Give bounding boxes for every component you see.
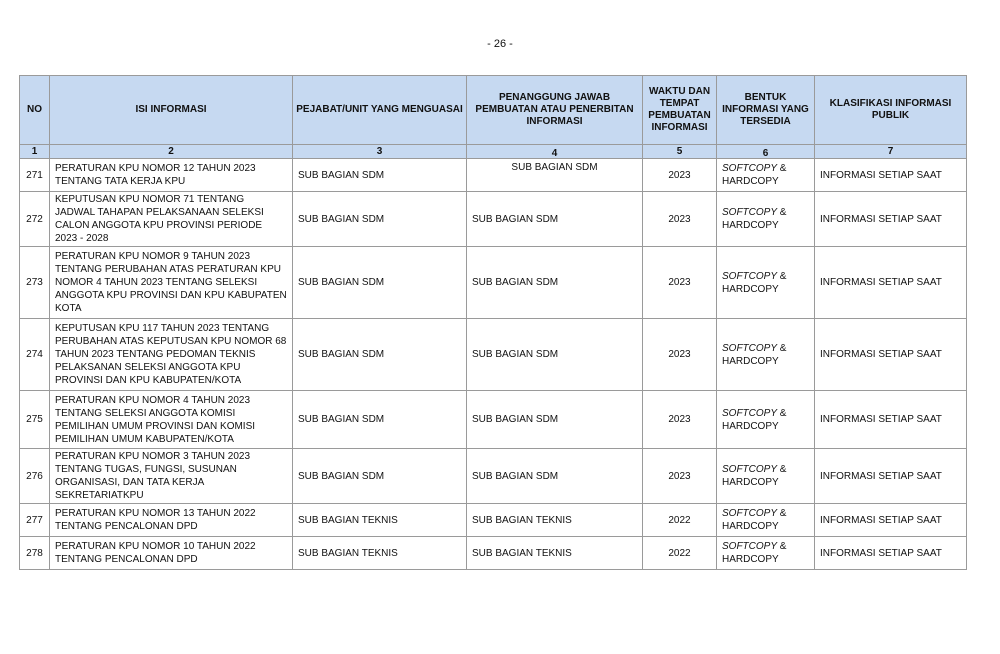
column-number: 5 [643, 145, 717, 159]
column-number: 1 [20, 145, 50, 159]
header-bentuk-informasi: BENTUK INFORMASI YANG TERSEDIA [717, 76, 815, 145]
klasifikasi-cell: INFORMASI SETIAP SAAT [815, 449, 967, 504]
klasifikasi-cell: INFORMASI SETIAP SAAT [815, 247, 967, 319]
bentuk-cell [717, 504, 815, 537]
klasifikasi-cell: INFORMASI SETIAP SAAT [815, 319, 967, 391]
penanggung-jawab-cell: SUB BAGIAN TEKNIS [467, 504, 643, 537]
isi-informasi-cell: PERATURAN KPU NOMOR 12 TAHUN 2023 TENTANG TATA KERJA KPU [50, 159, 293, 192]
penanggung-jawab-cell: SUB BAGIAN SDM [467, 159, 643, 192]
unit-cell: SUB BAGIAN SDM [293, 391, 467, 449]
softcopy-label: SOFTCOPY [722, 464, 778, 475]
softcopy-label: SOFTCOPY [722, 541, 778, 552]
penanggung-jawab-cell: SUB BAGIAN SDM [467, 391, 643, 449]
hardcopy-label: & HARDCOPY [722, 342, 787, 367]
klasifikasi-cell: INFORMASI SETIAP SAAT [815, 537, 967, 570]
row-number: 276 [20, 449, 50, 504]
isi-informasi-cell: KEPUTUSAN KPU NOMOR 71 TENTANG JADWAL TAHAPAN PELAKSANAAN SELEKSI CALON ANGGOTA KPU PROVINSI PERIODE 2023 - 2028 [50, 192, 293, 247]
isi-informasi-cell: PERATURAN KPU NOMOR 10 TAHUN 2022 TENTANG PENCALONAN DPD [50, 537, 293, 570]
header-row [20, 76, 967, 145]
hardcopy-label: & HARDCOPY [722, 508, 787, 532]
unit-cell: SUB BAGIAN SDM [293, 159, 467, 192]
bentuk-cell [717, 319, 815, 391]
page-number: - 26 - [487, 38, 513, 50]
waktu-cell: 2023 [643, 247, 717, 319]
softcopy-label: SOFTCOPY [722, 407, 778, 419]
waktu-cell: 2022 [643, 537, 717, 570]
table-row [20, 391, 967, 449]
row-number: 275 [20, 391, 50, 449]
unit-cell: SUB BAGIAN SDM [293, 192, 467, 247]
header-klasifikasi: KLASIFIKASI INFORMASI PUBLIK [815, 76, 967, 145]
unit-cell: SUB BAGIAN TEKNIS [293, 504, 467, 537]
information-table [19, 75, 967, 570]
isi-informasi-cell: PERATURAN KPU NOMOR 4 TAHUN 2023 TENTANG SELEKSI ANGGOTA KOMISI PEMILIHAN UMUM PROVINSI DAN KOMISI PEMILIHAN UMUM KABUPATEN/KOTA [50, 391, 293, 449]
waktu-cell: 2023 [643, 391, 717, 449]
isi-informasi-cell: PERATURAN KPU NOMOR 13 TAHUN 2022 TENTANG PENCALONAN DPD [50, 504, 293, 537]
column-number: 7 [815, 145, 967, 159]
hardcopy-label: & HARDCOPY [722, 163, 787, 187]
penanggung-jawab-cell: SUB BAGIAN SDM [467, 449, 643, 504]
row-number: 271 [20, 159, 50, 192]
softcopy-label: SOFTCOPY [722, 508, 778, 519]
softcopy-label: SOFTCOPY [722, 207, 778, 218]
klasifikasi-cell: INFORMASI SETIAP SAAT [815, 504, 967, 537]
hardcopy-label: & HARDCOPY [722, 541, 787, 565]
penanggung-jawab-cell: SUB BAGIAN SDM [467, 319, 643, 391]
hardcopy-label: & HARDCOPY [722, 407, 787, 432]
unit-cell: SUB BAGIAN SDM [293, 449, 467, 504]
waktu-cell: 2023 [643, 159, 717, 192]
column-number: 3 [293, 145, 467, 159]
row-number: 277 [20, 504, 50, 537]
waktu-cell: 2023 [643, 192, 717, 247]
bentuk-cell [717, 449, 815, 504]
unit-cell: SUB BAGIAN TEKNIS [293, 537, 467, 570]
table-row [20, 247, 967, 319]
klasifikasi-cell: INFORMASI SETIAP SAAT [815, 192, 967, 247]
table-row [20, 537, 967, 570]
bentuk-cell [717, 537, 815, 570]
header-pejabat-unit: PEJABAT/UNIT YANG MENGUASAI [293, 76, 467, 145]
unit-cell: SUB BAGIAN SDM [293, 247, 467, 319]
table-row [20, 449, 967, 504]
bentuk-cell [717, 247, 815, 319]
penanggung-jawab-cell: SUB BAGIAN TEKNIS [467, 537, 643, 570]
table-row [20, 319, 967, 391]
bentuk-cell [717, 192, 815, 247]
hardcopy-label: & HARDCOPY [722, 464, 787, 488]
row-number: 272 [20, 192, 50, 247]
bentuk-cell [717, 159, 815, 192]
klasifikasi-cell: INFORMASI SETIAP SAAT [815, 391, 967, 449]
softcopy-label: SOFTCOPY [722, 270, 778, 282]
softcopy-label: SOFTCOPY [722, 163, 778, 174]
waktu-cell: 2023 [643, 449, 717, 504]
unit-cell: SUB BAGIAN SDM [293, 319, 467, 391]
hardcopy-label: & HARDCOPY [722, 207, 787, 231]
header-no: NO [20, 76, 50, 145]
table-row [20, 504, 967, 537]
table-row [20, 192, 967, 247]
row-number: 273 [20, 247, 50, 319]
row-number: 274 [20, 319, 50, 391]
row-number: 278 [20, 537, 50, 570]
waktu-cell: 2023 [643, 319, 717, 391]
column-number: 2 [50, 145, 293, 159]
waktu-cell: 2022 [643, 504, 717, 537]
isi-informasi-cell: PERATURAN KPU NOMOR 9 TAHUN 2023 TENTANG PERUBAHAN ATAS PERATURAN KPU NOMOR 4 TAHUN 2023 TENTANG SELEKSI ANGGOTA KPU PROVINSI DAN KPU KABUPATEN KOTA [50, 247, 293, 319]
hardcopy-label: & HARDCOPY [722, 270, 787, 295]
column-number-row [20, 145, 967, 159]
bentuk-cell [717, 391, 815, 449]
softcopy-label: SOFTCOPY [722, 342, 778, 354]
isi-informasi-cell: PERATURAN KPU NOMOR 3 TAHUN 2023 TENTANG TUGAS, FUNGSI, SUSUNAN ORGANISASI, DAN TATA KERJA SEKRETARIATKPU [50, 449, 293, 504]
header-isi-informasi: ISI INFORMASI [50, 76, 293, 145]
header-penanggung-jawab: PENANGGUNG JAWAB PEMBUATAN ATAU PENERBITAN INFORMASI [467, 76, 643, 145]
column-number: 4 [467, 145, 643, 159]
header-waktu-tempat: WAKTU DAN TEMPAT PEMBUATAN INFORMASI [643, 76, 717, 145]
klasifikasi-cell: INFORMASI SETIAP SAAT [815, 159, 967, 192]
penanggung-jawab-cell: SUB BAGIAN SDM [467, 247, 643, 319]
column-number: 6 [717, 145, 815, 159]
isi-informasi-cell: KEPUTUSAN KPU 117 TAHUN 2023 TENTANG PERUBAHAN ATAS KEPUTUSAN KPU NOMOR 68 TAHUN 2023 TENTANG PEDOMAN TEKNIS PELAKSANAN SELEKSI ANGGOTA KPU PROVINSI DAN KPU KABUPATEN/KOTA [50, 319, 293, 391]
penanggung-jawab-cell: SUB BAGIAN SDM [467, 192, 643, 247]
table-row [20, 159, 967, 192]
